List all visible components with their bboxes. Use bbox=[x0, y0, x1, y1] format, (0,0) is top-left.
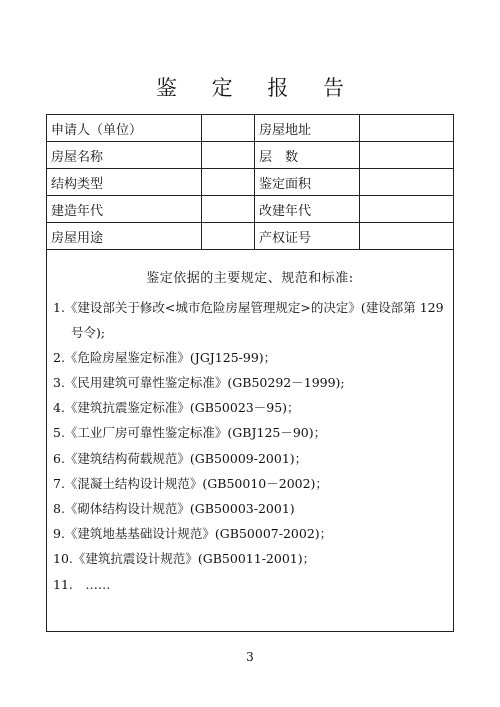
label-building-name: 房屋名称 bbox=[47, 142, 202, 169]
value-certificate-no bbox=[360, 223, 454, 250]
value-build-year bbox=[202, 196, 255, 223]
list-item: 8.《砌体结构设计规范》(GB50003-2001) bbox=[53, 501, 295, 516]
basis-heading: 鉴定依据的主要规定、规范和标准: bbox=[146, 271, 354, 286]
list-item: 6.《建筑结构荷载规范》(GB50009-2001)； bbox=[53, 451, 308, 466]
label-area: 鉴定面积 bbox=[255, 169, 360, 196]
value-rebuild-year bbox=[360, 196, 454, 223]
report-title: 鉴 定 报 告 bbox=[155, 76, 359, 100]
list-item: 3.《民用建筑可靠性鉴定标准》(GB50292－1999); bbox=[53, 375, 345, 390]
label-structure-type: 结构类型 bbox=[47, 169, 202, 196]
report-frame bbox=[46, 114, 454, 632]
label-certificate-no: 产权证号 bbox=[255, 223, 360, 250]
label-usage: 房屋用途 bbox=[47, 223, 202, 250]
label-applicant: 申请人（单位） bbox=[47, 115, 202, 142]
list-item: 号令); bbox=[71, 325, 106, 340]
value-structure-type bbox=[202, 169, 255, 196]
list-item: 10.《建筑抗震设计规范》(GB50011-2001)； bbox=[53, 551, 316, 566]
value-building-name bbox=[202, 142, 255, 169]
value-usage bbox=[202, 223, 255, 250]
table-row bbox=[47, 169, 453, 196]
label-rebuild-year: 改建年代 bbox=[255, 196, 360, 223]
page-number: 3 bbox=[246, 650, 254, 664]
list-item: 7.《混凝土结构设计规范》(GB50010－2002)； bbox=[53, 476, 328, 491]
property-info-table bbox=[47, 115, 453, 250]
list-item: 4.《建筑抗震鉴定标准》(GB50023－95)； bbox=[53, 400, 300, 415]
list-item: 2.《危险房屋鉴定标准》(JGJ125-99)； bbox=[53, 350, 277, 365]
table-row bbox=[47, 142, 453, 169]
list-item: 1.《建设部关于修改<城市危险房屋管理规定>的决定》(建设部第 129 bbox=[53, 300, 444, 315]
value-area bbox=[360, 169, 454, 196]
value-address bbox=[360, 115, 454, 142]
list-item: 5.《工业厂房可靠性鉴定标准》(GBJ125－90)； bbox=[53, 425, 327, 440]
value-applicant bbox=[202, 115, 255, 142]
label-build-year: 建造年代 bbox=[47, 196, 202, 223]
value-floors bbox=[360, 142, 454, 169]
label-floors: 层 数 bbox=[255, 142, 360, 169]
table-row bbox=[47, 115, 453, 142]
table-row bbox=[47, 196, 453, 223]
table-row bbox=[47, 223, 453, 250]
list-item: 9.《建筑地基基础设计规范》(GB50007-2002)； bbox=[53, 526, 333, 541]
list-item: 11. …… bbox=[53, 577, 111, 592]
label-address: 房屋地址 bbox=[255, 115, 360, 142]
